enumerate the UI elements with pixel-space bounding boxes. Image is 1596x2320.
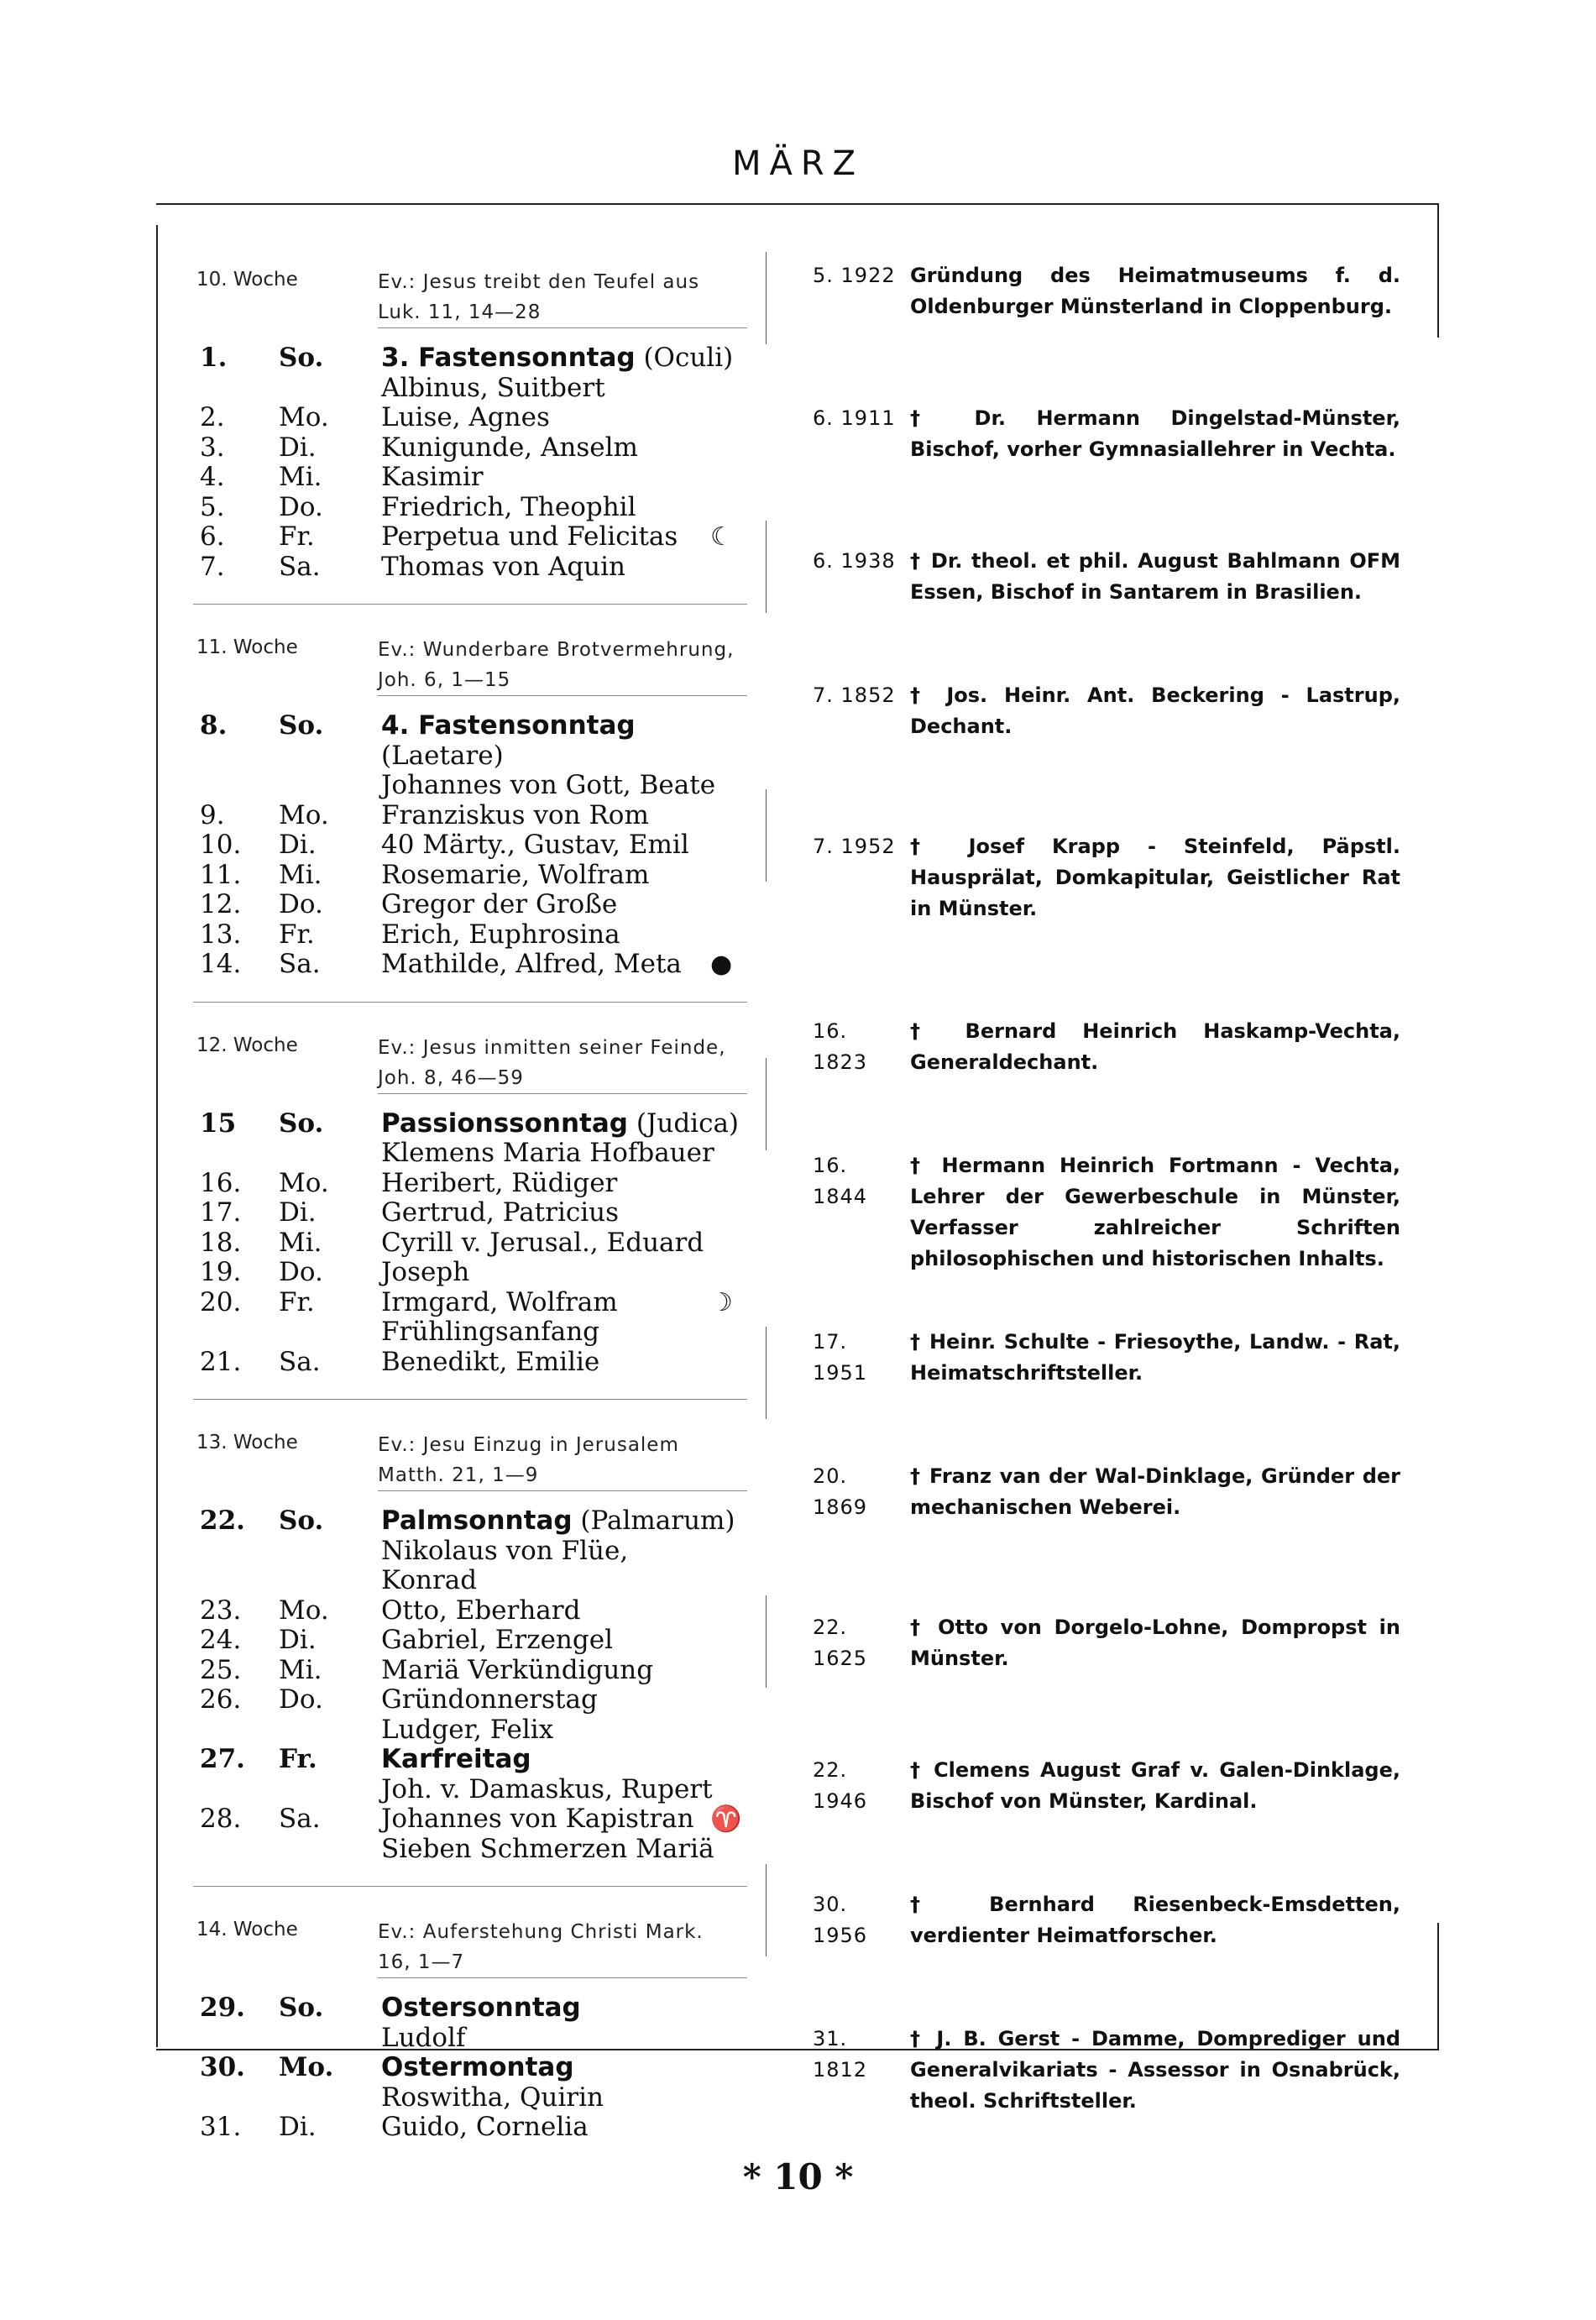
frame-right-rule-lower xyxy=(1437,1923,1439,2049)
day-row xyxy=(193,1228,747,1259)
day-names xyxy=(381,830,751,861)
gospel-reading: Ev.: Jesus treibt den Teufel aus Luk. 11, 14—28 xyxy=(378,271,700,323)
day-number: 20. xyxy=(200,1286,242,1317)
calendar-column xyxy=(193,252,747,2150)
saint-names: Irmgard, Wolfram xyxy=(381,1286,618,1317)
saint-names: Ludolf xyxy=(381,2022,466,2053)
day-names xyxy=(381,493,751,523)
frame-right-rule xyxy=(1437,203,1439,338)
day-row xyxy=(193,830,747,861)
week-header xyxy=(193,1415,747,1486)
day-names xyxy=(381,1656,751,1686)
anniversary-text: † Heinr. Schulte - Friesoythe, Landw. - Rat, Heimatschriftsteller. xyxy=(910,1330,1400,1385)
weekday: So. xyxy=(279,1993,324,2023)
day-number: 1. xyxy=(200,343,228,373)
saint-names: Klemens Maria Hofbauer xyxy=(381,1138,714,1168)
day-row xyxy=(193,343,747,403)
weekday: So. xyxy=(279,1108,324,1139)
day-row xyxy=(193,403,747,433)
week-header-rule xyxy=(378,1490,747,1491)
saint-names: Rosemarie, Wolfram xyxy=(381,859,650,890)
weekday: Do. xyxy=(279,1684,323,1715)
day-row xyxy=(193,920,747,951)
saint-names: Johannes von Kapistran xyxy=(381,1804,694,1834)
saint-names: Gertrud, Patricius xyxy=(381,1197,620,1228)
week-rule xyxy=(193,604,747,605)
weekday: Di. xyxy=(279,1197,317,1228)
saint-names: Guido, Cornelia xyxy=(381,2112,589,2142)
day-row xyxy=(193,861,747,891)
day-names xyxy=(381,1198,751,1228)
saint-names: Mariä Verkündigung xyxy=(381,1654,654,1685)
week-label: 12. Woche xyxy=(196,1034,298,1056)
day-row xyxy=(193,1258,747,1288)
day-number: 4. xyxy=(200,462,225,492)
feast-line xyxy=(381,1109,751,1139)
saint-names: Friedrich, Theophil xyxy=(381,491,636,522)
day-number: 19. xyxy=(200,1257,242,1287)
spacer xyxy=(193,1864,747,1871)
day-names xyxy=(381,553,751,583)
anniversary-entry xyxy=(813,546,1400,608)
anniversary-entry xyxy=(813,2024,1400,2117)
spacer xyxy=(193,582,747,589)
weekday: Fr. xyxy=(279,1286,315,1317)
gospel-reading: Ev.: Auferstehung Christi Mark. 16, 1—7 xyxy=(378,1921,704,1973)
day-number: 29. xyxy=(200,1993,245,2023)
day-number: 13. xyxy=(200,919,242,950)
week-header xyxy=(193,620,747,691)
week-label: 11. Woche xyxy=(196,636,298,658)
spacer xyxy=(193,980,747,987)
anniversary-date: 6. 1938 xyxy=(813,549,896,573)
day-row xyxy=(193,1993,747,2053)
day-names xyxy=(381,1348,751,1378)
feast-line xyxy=(381,1993,751,2024)
weekday: Sa. xyxy=(279,1804,321,1834)
day-number: 25. xyxy=(200,1654,242,1685)
weekday: Mo. xyxy=(279,799,329,830)
anniversary-text: † Clemens August Graf v. Galen-Dinklage, Bischof von Münster, Kardinal. xyxy=(910,1758,1400,1813)
week-header xyxy=(193,252,747,323)
day-names xyxy=(381,1804,751,1864)
feast-name: Palmsonntag xyxy=(381,1506,573,1536)
anniversary-text: † Dr. theol. et phil. August Bahlmann OFM Essen, Bischof in Santarem in Brasilien. xyxy=(910,549,1400,604)
anniversary-text: † Dr. Hermann Dingelstad-Münster, Bischof, vorher Gymnasiallehrer in Vechta. xyxy=(910,406,1400,461)
feast-line xyxy=(381,711,751,771)
day-row xyxy=(193,1626,747,1656)
day-names xyxy=(381,861,751,891)
weekday: Sa. xyxy=(279,1346,321,1377)
feast-name: 3. Fastensonntag xyxy=(381,343,636,373)
day-row xyxy=(193,1745,747,1804)
saint-names: Gregor der Große xyxy=(381,889,618,919)
anniversary-date: 5. 1922 xyxy=(813,264,896,287)
feast-line xyxy=(381,343,751,374)
day-number: 30. xyxy=(200,2052,245,2082)
day-names xyxy=(381,522,751,553)
weekday: Do. xyxy=(279,889,323,919)
day-number: 26. xyxy=(200,1684,242,1715)
day-number: 22. xyxy=(200,1506,245,1536)
weekday: Fr. xyxy=(279,1744,317,1774)
weekday: Sa. xyxy=(279,949,321,979)
feast-name: Karfreitag xyxy=(381,1744,531,1774)
day-row xyxy=(193,950,747,980)
anniversary-entry xyxy=(813,1889,1400,1951)
day-names xyxy=(381,1169,751,1199)
weekday: Do. xyxy=(279,491,323,522)
week-label: 13. Woche xyxy=(196,1432,298,1453)
saint-names: Perpetua und Felicitas xyxy=(381,521,678,552)
feast-line xyxy=(381,1745,751,1775)
column-divider xyxy=(766,252,767,2049)
week-label: 14. Woche xyxy=(196,1919,298,1940)
week-rule xyxy=(193,1002,747,1003)
anniversary-text: † Hermann Heinrich Fortmann - Vechta, Lehrer der Gewerbeschule in Münster, Verfasser zahlreicher Schriften philosophischen und historischen Inhalts. xyxy=(910,1154,1400,1270)
day-number: 15 xyxy=(200,1108,237,1139)
day-row xyxy=(193,553,747,583)
anniversary-date: 22. 1946 xyxy=(813,1758,868,1813)
feast-name: Ostersonntag xyxy=(381,1993,581,2023)
day-row xyxy=(193,1198,747,1228)
day-number: 28. xyxy=(200,1804,242,1834)
anniversary-entry xyxy=(813,1327,1400,1389)
weekday: Di. xyxy=(279,830,317,860)
saint-names: Gründonnerstag xyxy=(381,1684,598,1715)
saint-names: Joh. v. Damaskus, Rupert xyxy=(381,1773,713,1804)
week-header-rule xyxy=(378,695,747,696)
anniversary-entry xyxy=(813,403,1400,465)
weekday: Mi. xyxy=(279,462,322,492)
anniversary-date: 6. 1911 xyxy=(813,406,896,430)
week-header-rule xyxy=(378,1093,747,1094)
weekday: Di. xyxy=(279,2112,317,2142)
day-names xyxy=(381,801,751,831)
weekday: Fr. xyxy=(279,521,315,552)
day-row xyxy=(193,463,747,493)
day-number: 17. xyxy=(200,1197,242,1228)
day-row xyxy=(193,493,747,523)
day-names xyxy=(381,1596,751,1626)
day-row xyxy=(193,1288,747,1348)
anniversary-text: † Bernard Heinrich Haskamp-Vechta, Generaldechant. xyxy=(910,1019,1400,1074)
day-number: 21. xyxy=(200,1346,242,1377)
moon-phase-icon: ♈ xyxy=(710,1804,742,1834)
day-names xyxy=(381,433,751,463)
anniversary-date: 31. 1812 xyxy=(813,2027,868,2082)
anniversary-entry xyxy=(813,1461,1400,1523)
weekday: Mo. xyxy=(279,402,329,432)
weekday: Di. xyxy=(279,432,317,463)
spacer xyxy=(193,1377,747,1384)
saint-names: Heribert, Rüdiger xyxy=(381,1167,618,1198)
saint-names: Johannes von Gott, Beate xyxy=(381,770,716,800)
feast-name: 4. Fastensonntag xyxy=(381,710,636,741)
day-names xyxy=(381,2113,751,2143)
week-header-rule xyxy=(378,1977,747,1978)
anniversary-entry xyxy=(813,1016,1400,1078)
day-number: 27. xyxy=(200,1744,245,1774)
anniversary-date: 20. 1869 xyxy=(813,1464,868,1519)
weekday: Mi. xyxy=(279,859,322,890)
anniversary-date: 7. 1952 xyxy=(813,835,896,858)
frame-left-rule xyxy=(156,225,158,2047)
feast-name: Ostermontag xyxy=(381,2052,574,2082)
day-number: 7. xyxy=(200,551,225,582)
feast-name: Passionssonntag xyxy=(381,1108,628,1139)
saint-names: Sieben Schmerzen Mariä xyxy=(381,1833,714,1864)
day-row xyxy=(193,1109,747,1169)
day-names xyxy=(381,343,751,403)
day-row xyxy=(193,1804,747,1864)
day-names xyxy=(381,890,751,920)
saint-names: Otto, Eberhard xyxy=(381,1595,581,1626)
day-number: 23. xyxy=(200,1595,242,1626)
moon-phase-icon: ☽ xyxy=(710,1287,733,1317)
anniversary-date: 16. 1823 xyxy=(813,1019,868,1074)
saint-names: Konrad xyxy=(381,1565,478,1595)
day-number: 24. xyxy=(200,1625,242,1655)
saint-names: Kasimir xyxy=(381,462,484,492)
day-names xyxy=(381,950,751,980)
gospel-reading: Ev.: Jesus inmitten seiner Feinde, Joh. 8, 46—59 xyxy=(378,1036,726,1089)
week-rule xyxy=(193,1399,747,1400)
week-header xyxy=(193,1902,747,1973)
anniversary-date: 7. 1852 xyxy=(813,683,896,707)
anniversary-text: † Josef Krapp - Steinfeld, Päpstl. Hausprälat, Domkapitular, Geistlicher Rat in Münster. xyxy=(910,835,1400,920)
anniversary-entry xyxy=(813,1150,1400,1275)
anniversary-text: † Bernhard Riesenbeck-Emsdetten, verdienter Heimatforscher. xyxy=(910,1893,1400,1947)
day-names xyxy=(381,711,751,801)
saint-names: 40 Märty., Gustav, Emil xyxy=(381,830,689,860)
weekday: Mi. xyxy=(279,1227,322,1258)
week-header xyxy=(193,1018,747,1089)
spacer xyxy=(193,2143,747,2150)
saint-names: Gabriel, Erzengel xyxy=(381,1625,613,1655)
anniversary-entry xyxy=(813,1755,1400,1817)
saint-names: Kunigunde, Anselm xyxy=(381,432,638,463)
saint-names: Frühlingsanfang xyxy=(381,1317,600,1347)
day-names xyxy=(381,1258,751,1288)
saint-names: Thomas von Aquin xyxy=(381,551,626,582)
saint-names: Joseph xyxy=(381,1257,470,1287)
saint-names: Nikolaus von Flüe, xyxy=(381,1535,629,1566)
saint-names: Roswitha, Quirin xyxy=(381,2082,604,2113)
day-number: 11. xyxy=(200,859,242,890)
moon-phase-icon: ☾ xyxy=(710,522,733,552)
day-row xyxy=(193,890,747,920)
day-number: 12. xyxy=(200,889,242,919)
day-row xyxy=(193,522,747,553)
anniversary-date: 22. 1625 xyxy=(813,1616,868,1670)
feast-latin: (Judica) xyxy=(627,1108,740,1139)
page-number: * 10 * xyxy=(742,2156,854,2197)
day-row xyxy=(193,711,747,801)
week-rule xyxy=(193,1886,747,1887)
weekday: Do. xyxy=(279,1257,323,1287)
saint-names: Albinus, Suitbert xyxy=(381,372,605,403)
day-number: 5. xyxy=(200,491,225,522)
day-row xyxy=(193,1596,747,1626)
day-names xyxy=(381,1685,751,1745)
week-label: 10. Woche xyxy=(196,269,298,291)
day-names xyxy=(381,920,751,951)
day-names xyxy=(381,1745,751,1804)
gospel-reading: Ev.: Wunderbare Brotvermehrung, Joh. 6, 1—15 xyxy=(378,639,735,691)
weekday: Mo. xyxy=(279,1167,329,1198)
gospel-reading: Ev.: Jesu Einzug in Jerusalem Matth. 21, 1—9 xyxy=(378,1434,679,1486)
day-number: 8. xyxy=(200,710,228,741)
anniversary-text: † J. B. Gerst - Damme, Domprediger und Generalvikariats - Assessor in Osnabrück, theol. Schriftsteller. xyxy=(910,2027,1400,2113)
feast-line xyxy=(381,1506,751,1537)
day-row xyxy=(193,801,747,831)
day-row xyxy=(193,1656,747,1686)
day-row xyxy=(193,1685,747,1745)
anniversary-entry xyxy=(813,680,1400,742)
day-names xyxy=(381,1993,751,2053)
weekday: So. xyxy=(279,1506,324,1536)
feast-latin: (Palmarum) xyxy=(572,1506,735,1536)
week-header-rule xyxy=(378,327,747,328)
anniversary-text: † Otto von Dorgelo-Lohne, Dompropst in Münster. xyxy=(910,1616,1400,1670)
saint-names: Erich, Euphrosina xyxy=(381,919,620,950)
saint-names: Ludger, Felix xyxy=(381,1714,554,1745)
saint-names: Benedikt, Emilie xyxy=(381,1346,600,1377)
day-number: 9. xyxy=(200,799,225,830)
weekday: Di. xyxy=(279,1625,317,1655)
weekday: Mo. xyxy=(279,1595,329,1626)
anniversary-text: † Jos. Heinr. Ant. Beckering - Lastrup, Dechant. xyxy=(910,683,1400,738)
day-number: 16. xyxy=(200,1167,242,1198)
weekday: Mo. xyxy=(279,2052,334,2082)
moon-phase-icon: ● xyxy=(710,950,733,979)
anniversary-entry xyxy=(813,1612,1400,1674)
weekday: Sa. xyxy=(279,551,321,582)
weekday: So. xyxy=(279,343,324,373)
day-number: 31. xyxy=(200,2112,242,2142)
weekday: So. xyxy=(279,710,324,741)
day-row xyxy=(193,2113,747,2143)
day-row xyxy=(193,1169,747,1199)
day-number: 6. xyxy=(200,521,225,552)
day-number: 14. xyxy=(200,949,242,979)
day-names xyxy=(381,1228,751,1259)
day-names xyxy=(381,1109,751,1169)
weekday: Mi. xyxy=(279,1654,322,1685)
day-names xyxy=(381,403,751,433)
day-number: 2. xyxy=(200,402,225,432)
day-names xyxy=(381,1288,751,1348)
day-row xyxy=(193,2053,747,2113)
day-names xyxy=(381,463,751,493)
saint-names: Cyrill v. Jerusal., Eduard xyxy=(381,1227,704,1258)
anniversary-date: 17. 1951 xyxy=(813,1330,868,1385)
anniversary-entry xyxy=(813,260,1400,322)
saint-names: Franziskus von Rom xyxy=(381,799,649,830)
weekday: Fr. xyxy=(279,919,315,950)
day-names xyxy=(381,1506,751,1596)
feast-line xyxy=(381,2053,751,2083)
day-number: 3. xyxy=(200,432,225,463)
anniversary-text: † Franz van der Wal-Dinklage, Gründer der mechanischen Weberei. xyxy=(910,1464,1400,1519)
day-names xyxy=(381,2053,751,2113)
day-names xyxy=(381,1626,751,1656)
month-title: MÄRZ xyxy=(731,144,865,183)
day-row xyxy=(193,1348,747,1378)
day-row xyxy=(193,1506,747,1596)
anniversary-date: 30. 1956 xyxy=(813,1893,868,1947)
anniversary-entry xyxy=(813,831,1400,924)
day-number: 18. xyxy=(200,1227,242,1258)
saint-names: Mathilde, Alfred, Meta xyxy=(381,949,682,979)
anniversary-date: 16. 1844 xyxy=(813,1154,868,1208)
day-number: 10. xyxy=(200,830,242,860)
feast-latin: (Laetare) xyxy=(381,740,504,771)
day-row xyxy=(193,433,747,463)
feast-latin: (Oculi) xyxy=(635,343,734,373)
saint-names: Luise, Agnes xyxy=(381,402,550,432)
anniversary-text: Gründung des Heimatmuseums f. d. Oldenburger Münsterland in Cloppenburg. xyxy=(910,264,1400,318)
